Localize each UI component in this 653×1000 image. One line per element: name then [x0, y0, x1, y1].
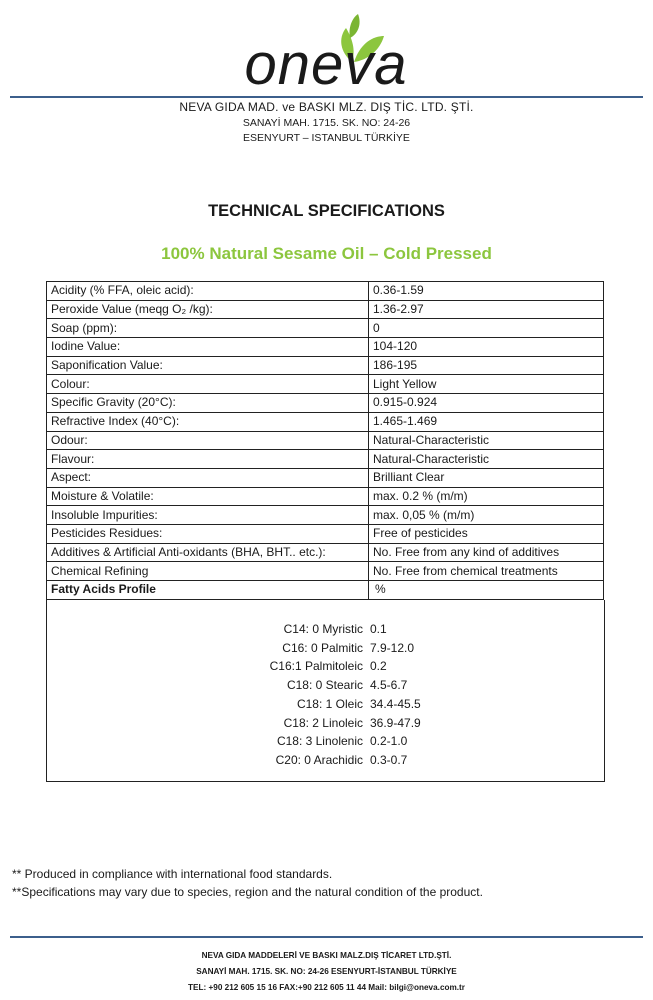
spec-label: Aspect: [47, 468, 369, 487]
note-compliance: ** Produced in compliance with international food standards. [12, 867, 333, 881]
spec-label: Iodine Value: [47, 338, 369, 357]
fatty-acid-value: 0.3-0.7 [370, 752, 408, 767]
spec-value: 0 [369, 319, 604, 338]
oneva-logo [0, 14, 653, 96]
spec-row [47, 319, 604, 338]
fatty-acid-row [47, 734, 604, 752]
spec-value: 1.36-2.97 [369, 300, 604, 319]
fatty-acid-row [47, 716, 604, 734]
spec-row [47, 543, 604, 562]
spec-value: Natural-Characteristic [369, 450, 604, 469]
spec-row [47, 468, 604, 487]
product-name: 100% Natural Sesame Oil – Cold Pressed [161, 244, 492, 263]
fatty-acid-value: 34.4-45.5 [370, 696, 421, 711]
footer-rule [10, 936, 643, 938]
spec-label: Moisture & Volatile: [47, 487, 369, 506]
spec-label: Soap (ppm): [47, 319, 369, 338]
spec-label: Pesticides Residues: [47, 524, 369, 543]
spec-value: No. Free from any kind of additives [369, 543, 604, 562]
spec-row [47, 375, 604, 394]
footer-company: NEVA GIDA MADDELERİ VE BASKI MALZ.DIŞ TİCARET LTD.ŞTİ. [201, 951, 452, 960]
spec-label: Saponification Value: [47, 356, 369, 375]
fatty-acids-heading-row [47, 581, 604, 600]
header-rule [10, 96, 643, 98]
fatty-acid-name: C18: 2 Linoleic [283, 715, 363, 730]
spec-row [47, 506, 604, 525]
spec-table [46, 281, 604, 600]
spec-value: 1.465-1.469 [369, 412, 604, 431]
spec-label: Colour: [47, 375, 369, 394]
fatty-acids-unit: % [369, 581, 604, 600]
spec-value: Free of pesticides [369, 524, 604, 543]
spec-label: Chemical Refining [47, 562, 369, 581]
spec-row [47, 356, 604, 375]
spec-label: Additives & Artificial Anti-oxidants (BHA, BHT.. etc.): [47, 543, 369, 562]
spec-value: Brilliant Clear [369, 468, 604, 487]
fatty-acid-name: C14: 0 Myristic [283, 622, 363, 636]
spec-label: Specific Gravity (20°C): [47, 394, 369, 413]
spec-label: Refractive Index (40°C): [47, 412, 369, 431]
address-line-1: SANAYİ MAH. 1715. SK. NO: 24-26 [242, 117, 411, 129]
spec-row [47, 450, 604, 469]
spec-value: No. Free from chemical treatments [369, 562, 604, 581]
spec-row [47, 282, 604, 301]
spec-value: max. 0,05 % (m/m) [369, 506, 604, 525]
fatty-acid-value: 7.9-12.0 [370, 640, 415, 655]
fatty-acid-name: C16: 0 Palmitic [282, 640, 363, 655]
spec-value: Natural-Characteristic [369, 431, 604, 450]
company-name: NEVA GIDA MAD. ve BASKI MLZ. DIŞ TİC. LTD. ŞTİ. [179, 100, 474, 114]
spec-row [47, 394, 604, 413]
spec-row [47, 300, 604, 319]
logo-wordmark: oneva [244, 32, 408, 96]
spec-row [47, 338, 604, 357]
spec-value: Light Yellow [369, 375, 604, 394]
fatty-acid-name: C20: 0 Arachidic [275, 752, 363, 767]
spec-row [47, 412, 604, 431]
spec-row [47, 524, 604, 543]
spec-label: Acidity (% FFA, oleic acid): [47, 282, 369, 301]
fatty-acid-row [47, 659, 604, 677]
address-line-2: ESENYURT – ISTANBUL TÜRKİYE [243, 132, 410, 144]
spec-row [47, 431, 604, 450]
spec-value: 186-195 [369, 356, 604, 375]
footer-address: SANAYİ MAH. 1715. SK. NO: 24-26 ESENYURT-İSTANBUL TÜRKİYE [196, 967, 457, 976]
spec-value: 0.915-0.924 [369, 394, 604, 413]
fatty-acids-box [46, 600, 605, 782]
fatty-acid-name: C16:1 Palmitoleic [269, 659, 363, 674]
fatty-acid-row [47, 622, 604, 640]
fatty-acid-value: 0.2 [370, 659, 387, 674]
spec-label: Peroxide Value (meqg O₂ /kg): [47, 300, 369, 319]
spec-label: Insoluble Impurities: [47, 506, 369, 525]
fatty-acid-row [47, 678, 604, 696]
fatty-acid-row [47, 697, 604, 715]
footer-contact: TEL: +90 212 605 15 16 FAX:+90 212 605 11 44 Mail: bilgi@oneva.com.tr [188, 983, 465, 992]
spec-label: Flavour: [47, 450, 369, 469]
fatty-acids-heading: Fatty Acids Profile [47, 581, 369, 600]
spec-label: Odour: [47, 431, 369, 450]
fatty-acid-value: 4.5-6.7 [370, 678, 408, 693]
spec-row [47, 487, 604, 506]
fatty-acid-name: C18: 0 Stearic [286, 678, 363, 693]
fatty-acid-row [47, 641, 604, 659]
document-title: TECHNICAL SPECIFICATIONS [208, 202, 445, 220]
spec-row [47, 562, 604, 581]
fatty-acid-row [47, 753, 604, 771]
fatty-acid-name: C18: 3 Linolenic [276, 734, 363, 749]
spec-value: 104-120 [369, 338, 604, 357]
fatty-acid-value: 36.9-47.9 [370, 715, 421, 730]
spec-value: 0.36-1.59 [369, 282, 604, 301]
spec-value: max. 0.2 % (m/m) [369, 487, 604, 506]
fatty-acid-value: 0.2-1.0 [370, 734, 408, 749]
fatty-acid-name: C18: 1 Oleic [296, 696, 363, 711]
fatty-acid-value: 0.1 [370, 622, 387, 636]
note-variation: **Specifications may vary due to species, region and the natural condition of the product. [12, 885, 483, 899]
